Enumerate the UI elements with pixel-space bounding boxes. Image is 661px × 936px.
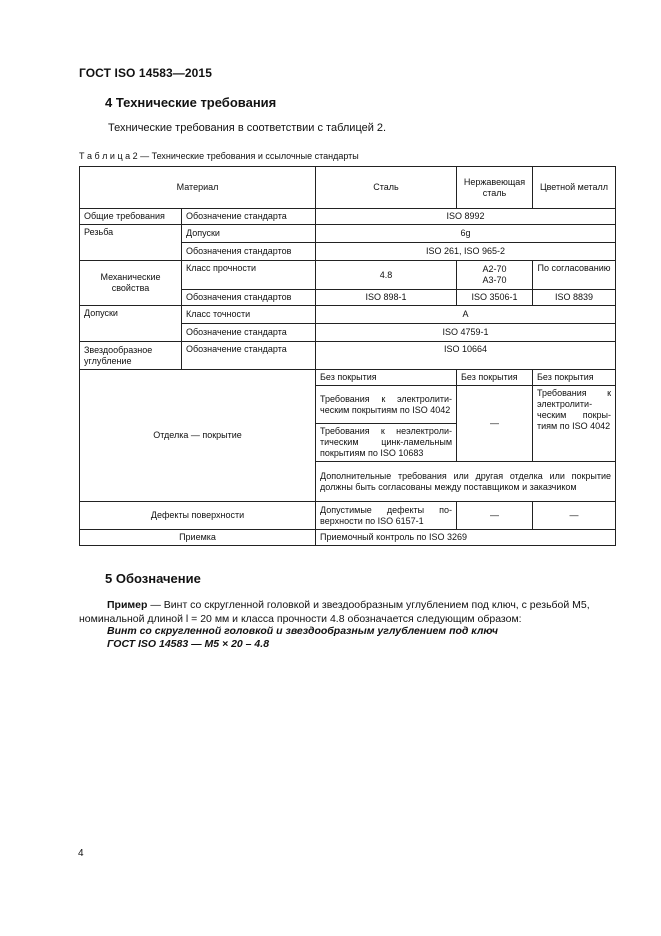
header-steel: Сталь	[316, 167, 457, 209]
finish-stainless-dash: —	[457, 386, 533, 462]
header-stainless: Нержавеющая сталь	[457, 167, 533, 209]
table-header-row	[80, 167, 616, 209]
page-number: 4	[78, 848, 84, 859]
param-thread-tolerance: Допуски	[182, 225, 316, 243]
value-strength-stainless-a2: A2-70	[482, 264, 507, 274]
param-recess-standard: Обозначение стандарта	[182, 342, 316, 370]
designation-line-1: Винт со скругленной головкой и звездообразным углублением под ключ	[107, 625, 498, 637]
value-strength-stainless-a3: A3-70	[482, 275, 507, 285]
example-text-1: — Винт со скругленной головкой и звездообразным углублением под ключ, с резьбой М5,	[147, 599, 590, 611]
header-material: Материал	[80, 167, 316, 209]
table-row	[80, 261, 616, 290]
finish-stainless-none: Без покрытия	[457, 370, 533, 386]
header-nonferrous: Цветной металл	[533, 167, 616, 209]
finish-steel-electro: Требования к электролитическим покрытиям по ISO 4042	[316, 386, 457, 424]
param-mechanical-standards: Обозначения стандартов	[182, 290, 316, 306]
defects-stainless: —	[457, 502, 533, 530]
value-strength-stainless	[457, 261, 533, 290]
row-label-defects: Дефекты поверхности	[80, 502, 316, 530]
value-general-standard: ISO 8992	[316, 209, 616, 225]
finish-steel-none: Без покрытия	[316, 370, 457, 386]
value-strength-steel: 4.8	[316, 261, 457, 290]
value-strength-nonferrous: По согласованию	[533, 261, 616, 290]
example-line-1	[107, 599, 590, 611]
row-label-finish: Отделка — покрытие	[80, 370, 316, 502]
row-label-thread: Резьба	[80, 225, 182, 261]
acceptance-value: Приемочный контроль по ISO 3269	[316, 530, 616, 546]
param-accuracy-class: Класс точности	[182, 306, 316, 324]
row-label-general: Общие требования	[80, 209, 182, 225]
param-thread-standards: Обозначения стандартов	[182, 243, 316, 261]
param-general-standard: Обозначение стандарта	[182, 209, 316, 225]
defects-nonferrous: —	[533, 502, 616, 530]
section-5-title: 5 Обозначение	[105, 571, 201, 586]
table-row	[80, 225, 616, 243]
example-line-2: номинальной длиной l = 20 мм и класса прочности 4.8 обозначается следующим образом:	[79, 613, 522, 625]
table-caption: Т а б л и ц а 2 — Технические требования и ссылочные стандарты	[79, 151, 359, 161]
requirements-table	[79, 166, 616, 546]
param-strength-class: Класс прочности	[182, 261, 316, 290]
value-tolerances-standard: ISO 4759-1	[316, 324, 616, 342]
defects-steel: Допустимые дефекты поверхности по ISO 6157-1	[316, 502, 457, 530]
row-label-tolerances: Допуски	[80, 306, 182, 342]
section-4-intro: Технические требования в соответствии с таблицей 2.	[108, 122, 387, 134]
finish-steel-zinc: Требования к неэлектролитическим цинк-ламельным покрытиям по ISO 10683	[316, 424, 457, 462]
designation-line-2: ГОСТ ISO 14583 — M5 × 20 – 4.8	[107, 638, 270, 650]
value-thread-standards: ISO 261, ISO 965-2	[316, 243, 616, 261]
table-row	[80, 306, 616, 324]
row-label-recess: Звездообразное углубление	[80, 342, 182, 370]
value-accuracy-class: A	[316, 306, 616, 324]
finish-nonferrous-none: Без покрытия	[533, 370, 616, 386]
value-mech-std-steel: ISO 898-1	[316, 290, 457, 306]
value-mech-std-stainless: ISO 3506-1	[457, 290, 533, 306]
table-row	[80, 209, 616, 225]
value-recess-standard: ISO 10664	[316, 342, 616, 370]
table-row	[80, 530, 616, 546]
document-header: ГОСТ ISO 14583—2015	[79, 66, 212, 80]
value-mech-std-nonferrous: ISO 8839	[533, 290, 616, 306]
value-thread-tolerance: 6g	[316, 225, 616, 243]
row-label-acceptance: Приемка	[80, 530, 316, 546]
row-label-mechanical: Механические свойства	[80, 261, 182, 306]
section-4-title: 4 Технические требования	[105, 95, 277, 110]
table-row	[80, 502, 616, 530]
finish-additional: Дополнительные требования или другая отделка или покрытие должны быть согласованы между поставщиком и заказчиком	[316, 462, 616, 502]
finish-nonferrous-electro: Требования к электролитическим покрытиям по ISO 4042	[533, 386, 616, 462]
table-row	[80, 342, 616, 370]
table-row	[80, 370, 616, 386]
example-label: Пример	[107, 599, 148, 611]
param-tolerances-standard: Обозначение стандарта	[182, 324, 316, 342]
